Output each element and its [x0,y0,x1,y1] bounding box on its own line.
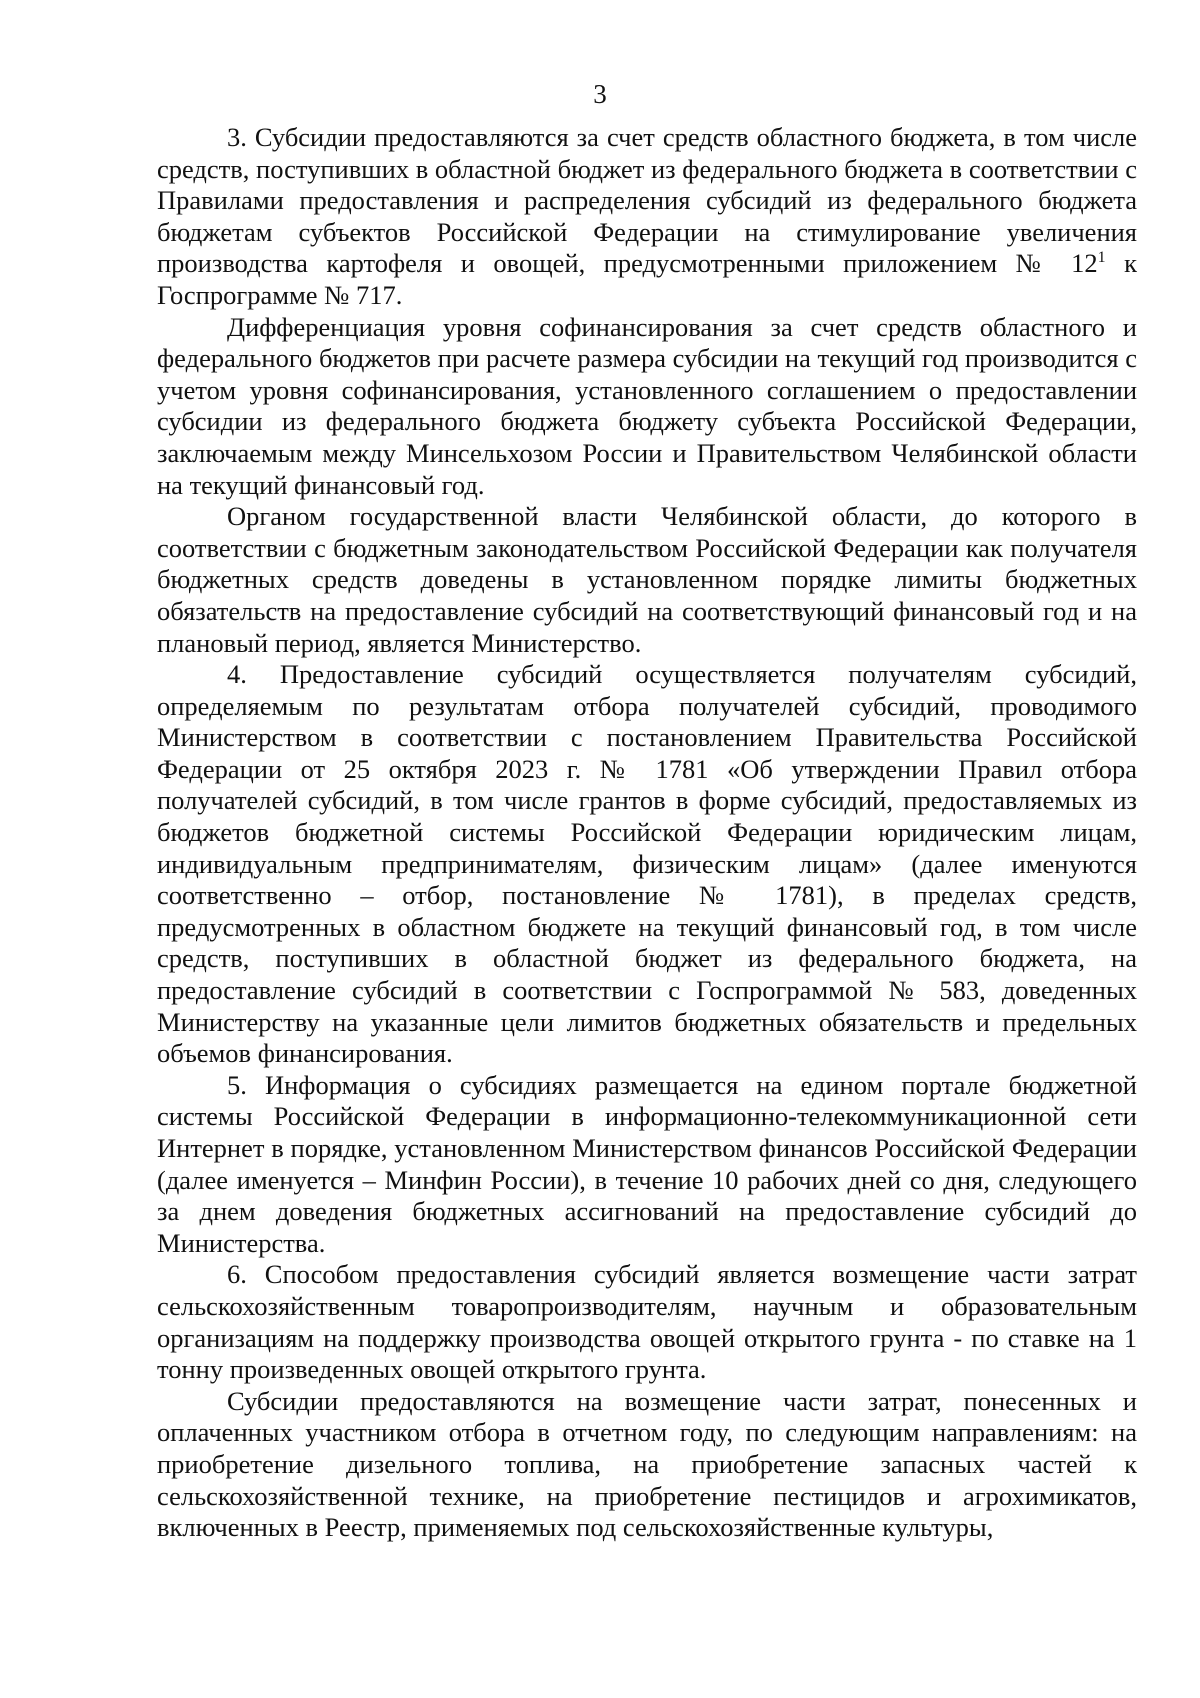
paragraph-item-6: 6. Способом предоставления субсидий является возмещение части затрат сельскохозяйственным товаропроизводителям, научным и образовательным организациям на поддержку производства овощей открытого грунта - по ставке на 1 тонну произведенных овощей открытого грунта. [157,1259,1137,1385]
superscript: 1 [1097,249,1106,267]
document-body [157,122,1137,1544]
paragraph-item-4: 4. Предоставление субсидий осуществляется получателям субсидий, определяемым по результатам отбора получателей субсидий, проводимого Министерством в соответствии с постановлением Правительства Российской Федерации от 25 октября 2023 г. № 1781 «Об утверждении Правил отбора получателей субсидий, в том числе грантов в форме субсидий, предоставляемых из бюджетов бюджетной системы Российской Федерации юридическим лицам, индивидуальным предпринимателям, физическим лицам» (далее именуются соответственно – отбор, постановление № 1781), в пределах средств, предусмотренных в областном бюджете на текущий финансовый год, в том числе средств, поступивших в областной бюджет из федерального бюджета, на предоставление субсидий в соответствии с Госпрограммой № 583, доведенных Министерству на указанные цели лимитов бюджетных обязательств и предельных объемов финансирования. [157,659,1137,1069]
page-number: 3 [593,79,607,109]
paragraph-text: к Госпрограмме № 717. [157,248,1137,310]
paragraph-cofinancing: Дифференциация уровня софинансирования за счет средств областного и федерального бюджетов при расчете размера субсидии на текущий год производится с учетом уровня софинансирования, установленного соглашением о предоставлении субсидии из федерального бюджета бюджету субъекта Российской Федерации, заключаемым между Минсельхозом России и Правительством Челябинской области на текущий финансовый год. [157,311,1137,500]
paragraph-item-3 [157,122,1137,312]
paragraph-item-5: 5. Информация о субсидиях размещается на едином портале бюджетной системы Российской Федерации в информационно-телекоммуникационной сети Интернет в порядке, установленном Министерством финансов Российской Федерации (далее именуется – Минфин России), в течение 10 рабочих дней со дня, следующего за днем доведения бюджетных ассигнований на предоставление субсидий до Министерства. [157,1069,1137,1258]
paragraph-text: 3. Субсидии предоставляются за счет средств областного бюджета, в том числе средств, поступивших в областной бюджет из федерального бюджета в соответствии с Правилами предоставления и распределения субсидий из федерального бюджета бюджетам субъектов Российской Федерации на стимулирование увеличения производства картофеля и овощей, предусмотренными приложением № 12 [157,122,1137,279]
paragraph-directions: Субсидии предоставляются на возмещение части затрат, понесенных и оплаченных участником отбора в отчетном году, по следующим направлениям: на приобретение дизельного топлива, на приобретение запасных частей к сельскохозяйственной технике, на приобретение пестицидов и агрохимикатов, включенных в Реестр, применяемых под сельскохозяйственные культуры, [157,1385,1137,1543]
paragraph-authority: Органом государственной власти Челябинской области, до которого в соответствии с бюджетным законодательством Российской Федерации как получателя бюджетных средств доведены в установленном порядке лимиты бюджетных обязательств на предоставление субсидий на соответствующий финансовый год и на плановый период, является Министерство. [157,501,1137,658]
